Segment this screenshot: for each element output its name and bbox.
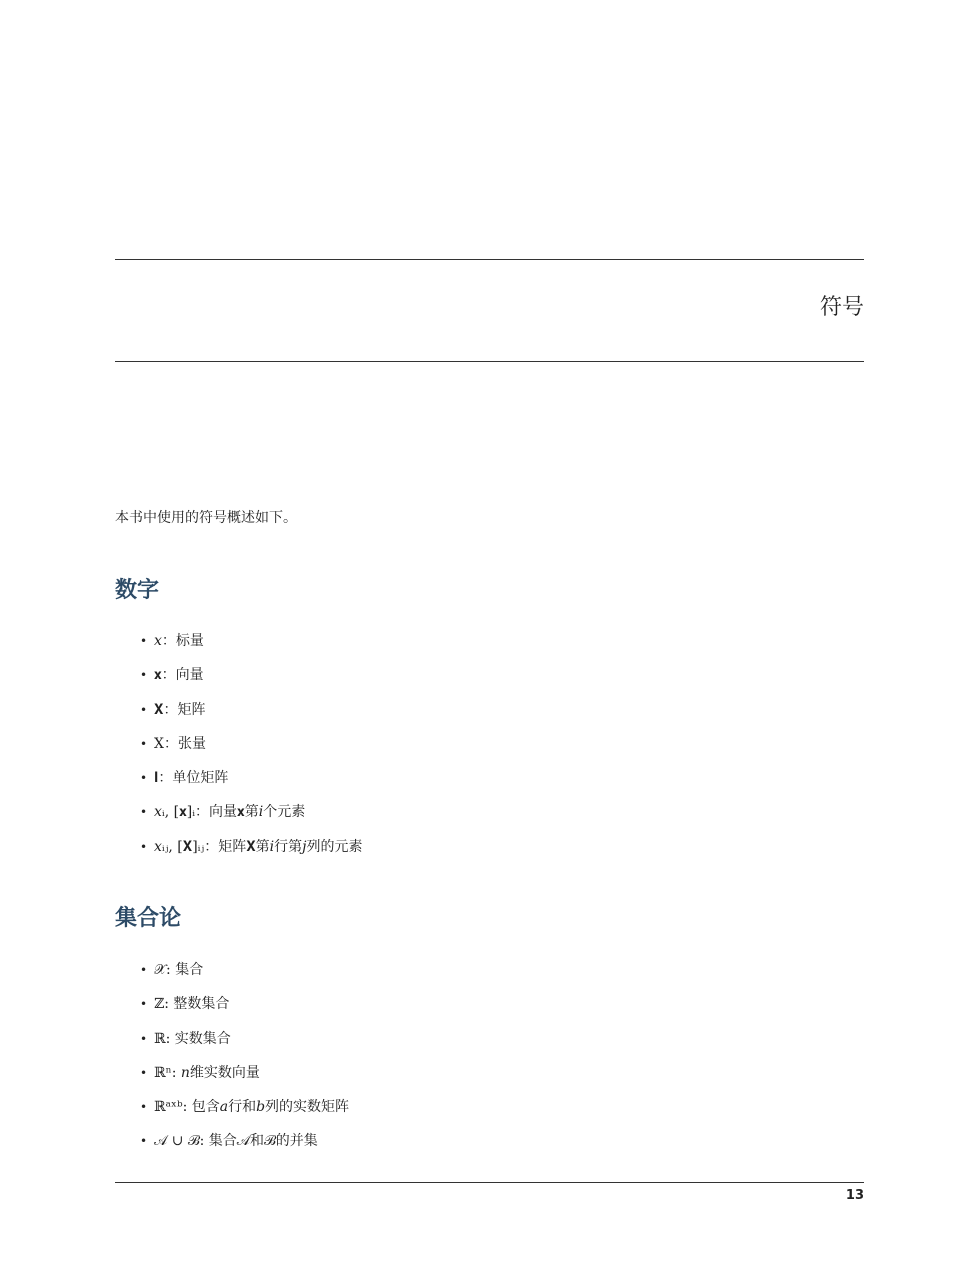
list-item bbox=[140, 630, 362, 664]
list-item bbox=[140, 1062, 349, 1096]
notation-item-text: ℝ: 实数集合 bbox=[154, 1030, 231, 1047]
list-item bbox=[140, 959, 349, 993]
notation-item-text: 𝒳: 集合 bbox=[154, 962, 204, 978]
notation-item-text: 𝒜 ∪ ℬ: 集合𝒜和ℬ的并集 bbox=[154, 1133, 318, 1150]
page-number: 13 bbox=[845, 1188, 864, 1203]
list-item bbox=[140, 801, 362, 835]
notation-item-text: 𝐈：单位矩阵 bbox=[154, 770, 229, 787]
list-item bbox=[140, 1028, 349, 1062]
bullet-icon: • bbox=[140, 1031, 148, 1046]
notation-item-text: 𝐱：向量 bbox=[154, 667, 204, 684]
bullet-icon: • bbox=[140, 771, 148, 786]
bullet-icon: • bbox=[140, 1065, 148, 1080]
list-item bbox=[140, 733, 362, 767]
bullet-icon: • bbox=[140, 839, 148, 854]
intro-paragraph: 本书中使用的符号概述如下。 bbox=[115, 510, 297, 526]
bullet-icon: • bbox=[140, 1100, 148, 1115]
footer-rule bbox=[115, 1182, 864, 1183]
bullet-icon: • bbox=[140, 702, 148, 717]
notation-item-text: ℝᵃˣᵇ: 包含𝑎行和𝑏列的实数矩阵 bbox=[154, 1099, 350, 1116]
notation-item-text: 𝑥：标量 bbox=[154, 633, 204, 649]
list-item bbox=[140, 664, 362, 698]
bullet-icon: • bbox=[140, 805, 148, 820]
list-item bbox=[140, 767, 362, 801]
top-rule bbox=[115, 259, 864, 260]
bullet-icon: • bbox=[140, 634, 148, 648]
set-theory-notation-list bbox=[140, 959, 349, 1165]
list-item bbox=[140, 836, 362, 870]
notation-item-text: 𝐗：矩阵 bbox=[154, 701, 206, 718]
list-item bbox=[140, 1096, 349, 1130]
bullet-icon: • bbox=[140, 736, 148, 751]
notation-item-text: ℤ: 整数集合 bbox=[154, 996, 230, 1013]
bullet-icon: • bbox=[140, 668, 148, 683]
title-bottom-rule bbox=[115, 361, 864, 362]
list-item bbox=[140, 993, 349, 1027]
bullet-icon: • bbox=[140, 997, 148, 1012]
bullet-icon: • bbox=[140, 1134, 148, 1149]
list-item bbox=[140, 699, 362, 733]
list-item bbox=[140, 1130, 349, 1164]
notation-item-text: X：张量 bbox=[154, 735, 206, 752]
chapter-title: 符号 bbox=[819, 295, 864, 320]
notation-item-text: 𝑥ᵢⱼ, [𝐗]ᵢⱼ：矩阵𝐗第𝑖行第𝑗列的元素 bbox=[154, 838, 363, 855]
section-heading-set-theory: 集合论 bbox=[115, 906, 182, 931]
notation-item-text: ℝⁿ: 𝑛维实数向量 bbox=[154, 1064, 260, 1081]
numbers-notation-list bbox=[140, 630, 362, 870]
bullet-icon: • bbox=[140, 963, 148, 977]
section-heading-numbers: 数字 bbox=[115, 578, 160, 603]
notation-item-text: 𝑥ᵢ, [𝐱]ᵢ：向量𝐱第𝑖个元素 bbox=[154, 804, 306, 821]
